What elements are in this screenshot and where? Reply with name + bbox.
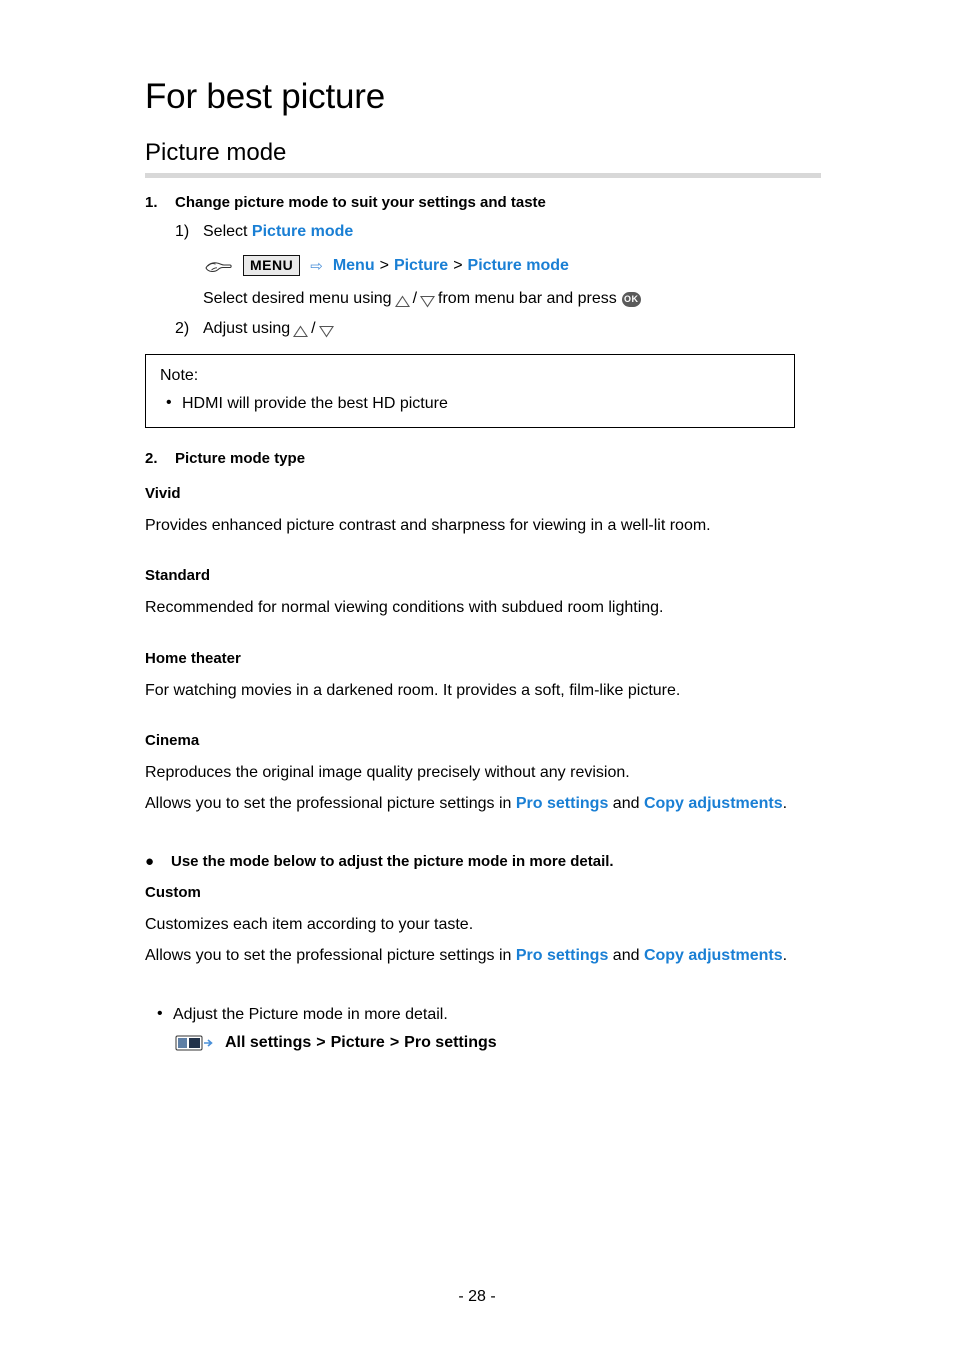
- substep-2-slash: /: [311, 320, 316, 338]
- remote-control-icon: [175, 1034, 215, 1052]
- step-1-substep-1: [145, 223, 821, 241]
- custom-extra-paragraph: [145, 944, 821, 967]
- step-1-text: Change picture mode to suit your settings and taste: [175, 194, 546, 212]
- cinema-extra-prefix: Allows you to set the professional picture settings in: [145, 795, 512, 813]
- custom-extra-prefix: Allows you to set the professional picture settings in: [145, 947, 512, 965]
- mode-desc-custom: Customizes each item according to your taste.: [145, 916, 474, 934]
- substep-2-marker: 2): [175, 320, 190, 338]
- pointing-hand-icon: [203, 257, 233, 275]
- menu-path-item-1[interactable]: Menu: [332, 256, 375, 274]
- step-1-number: 1.: [145, 194, 158, 212]
- substep-2-label: Adjust using: [203, 320, 291, 338]
- mode-desc-vivid: Provides enhanced picture contrast and sharpness for viewing in a well-lit room.: [145, 517, 711, 535]
- triangle-up-icon-2: [293, 325, 308, 338]
- select-slash: /: [412, 290, 418, 308]
- step-1-heading: [145, 194, 821, 211]
- mode-name-vivid: Vivid: [145, 485, 181, 503]
- settings-path-sep-1: >: [316, 1033, 326, 1051]
- settings-path-item-3[interactable]: Pro settings: [404, 1033, 497, 1051]
- triangle-up-icon: [395, 295, 410, 308]
- arrow-right-icon: ⇨: [310, 257, 323, 275]
- note-box: [145, 354, 795, 428]
- menu-button-key[interactable]: MENU: [243, 255, 300, 276]
- menu-path-item-2[interactable]: Picture: [393, 256, 449, 274]
- settings-path-sep-2: >: [389, 1033, 400, 1051]
- cinema-extra-suffix: .: [782, 795, 788, 813]
- mode-desc-standard: Recommended for normal viewing conditions with subdued room lighting.: [145, 599, 664, 617]
- custom-link-copy-adjustments[interactable]: Copy adjustments: [643, 947, 783, 965]
- mode-desc-home-theater: For watching movies in a darkened room. It provides a soft, film-like picture.: [145, 681, 681, 699]
- settings-path-row: [145, 1034, 821, 1052]
- triangle-down-icon-2: [319, 325, 334, 338]
- section-title: Picture mode: [145, 138, 287, 166]
- page-title: For best picture: [145, 77, 385, 116]
- settings-path-item-2[interactable]: Picture: [330, 1033, 385, 1051]
- triangle-down-icon: [420, 295, 435, 308]
- substep-1-link[interactable]: Picture mode: [251, 223, 354, 241]
- select-instruction-line: [145, 290, 821, 308]
- cinema-extra-middle: and: [612, 795, 640, 813]
- step-2-number: 2.: [145, 450, 158, 468]
- page-content: [145, 78, 821, 1052]
- mode-desc-cinema: Reproduces the original image quality precisely without any revision.: [145, 763, 630, 781]
- mode-name-custom: Custom: [145, 884, 201, 902]
- note-label: Note:: [160, 367, 199, 385]
- select-instruction-prefix: Select desired menu using: [203, 290, 392, 308]
- bullet-dot-icon: ●: [145, 853, 155, 871]
- menu-path-sep-2: >: [453, 256, 463, 274]
- menu-path-row: [145, 255, 821, 276]
- mode-name-standard: Standard: [145, 567, 211, 585]
- menu-path-sep-1: >: [379, 256, 389, 274]
- section-divider: [145, 173, 821, 178]
- substep-1-label: Select: [203, 223, 248, 241]
- step-1-substep-2: [145, 320, 821, 338]
- page-number: - 28 -: [458, 1288, 496, 1305]
- cinema-link-copy-adjustments[interactable]: Copy adjustments: [643, 795, 783, 813]
- cinema-link-pro-settings[interactable]: Pro settings: [515, 795, 609, 813]
- custom-link-pro-settings[interactable]: Pro settings: [515, 947, 609, 965]
- cinema-extra-paragraph: [145, 792, 821, 815]
- settings-path-item-1[interactable]: All settings: [225, 1033, 312, 1051]
- select-instruction-suffix: from menu bar and press: [438, 290, 617, 308]
- menu-path-item-3[interactable]: Picture mode: [467, 256, 569, 274]
- ok-button-icon[interactable]: OK: [622, 292, 641, 307]
- custom-extra-suffix: .: [782, 947, 788, 965]
- footer-note-bullet: • Adjust the Picture mode in more detail.: [145, 1006, 821, 1024]
- mode-name-cinema: Cinema: [145, 731, 200, 749]
- detail-heading-text: Use the mode below to adjust the picture mode in more detail.: [171, 853, 614, 871]
- step-2-heading: [145, 450, 821, 467]
- note-item: • HDMI will provide the best HD picture: [160, 395, 780, 413]
- step-2-text: Picture mode type: [175, 450, 306, 468]
- mode-name-home-theater: Home theater: [145, 649, 241, 667]
- custom-extra-middle: and: [612, 947, 640, 965]
- substep-1-marker: 1): [175, 223, 190, 241]
- detail-heading: [145, 853, 821, 870]
